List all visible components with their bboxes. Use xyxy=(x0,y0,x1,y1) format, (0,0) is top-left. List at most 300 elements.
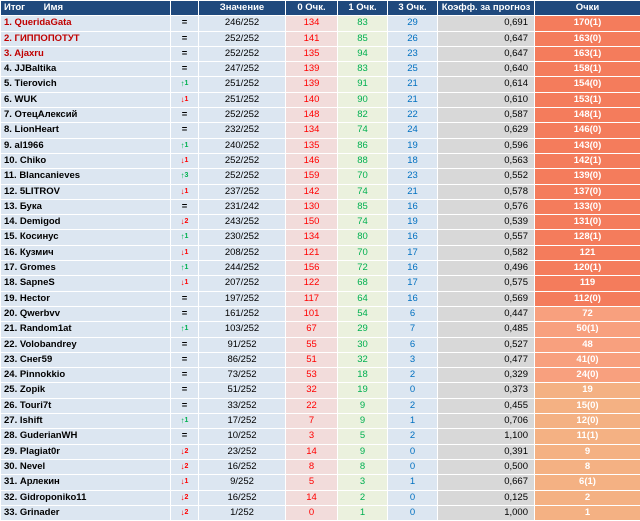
rank-change xyxy=(171,414,199,429)
forecast-coefficient: 0,569 xyxy=(438,291,535,306)
table-row xyxy=(1,337,640,352)
rank-change-amount: 1 xyxy=(184,248,189,256)
rank-change: = xyxy=(171,306,199,321)
forecast-coefficient: 0,455 xyxy=(438,398,535,413)
rank-change-amount: 1 xyxy=(184,141,189,149)
table-row xyxy=(1,398,640,413)
arrow-down-icon: ↓ xyxy=(180,461,185,471)
forecast-coefficient: 0,391 xyxy=(438,444,535,459)
zero-points-count: 55 xyxy=(286,337,338,352)
forecast-coefficient: 0,373 xyxy=(438,383,535,398)
one-point-count: 83 xyxy=(338,16,388,31)
forecast-coefficient: 0,667 xyxy=(438,475,535,490)
arrow-down-icon: ↓ xyxy=(180,217,185,227)
player-name: 14. Demigod xyxy=(1,215,171,230)
value: 17/252 xyxy=(199,414,286,429)
value: 237/252 xyxy=(199,184,286,199)
forecast-coefficient: 0,125 xyxy=(438,490,535,505)
three-points-count: 19 xyxy=(388,215,438,230)
table-row xyxy=(1,62,640,77)
player-name: 28. GuderianWH xyxy=(1,429,171,444)
value: 1/252 xyxy=(199,505,286,520)
value: 197/252 xyxy=(199,291,286,306)
value: 252/252 xyxy=(199,46,286,61)
rank-change-amount: 1 xyxy=(184,279,189,287)
zero-points-count: 140 xyxy=(286,92,338,107)
table-row xyxy=(1,77,640,92)
player-name: 29. Plagiat0r xyxy=(1,444,171,459)
forecast-coefficient: 0,706 xyxy=(438,414,535,429)
three-points-count: 3 xyxy=(388,352,438,367)
one-point-count: 70 xyxy=(338,245,388,260)
zero-points-count: 146 xyxy=(286,153,338,168)
rank-change: = xyxy=(171,123,199,138)
header-itog-name: Итог Имя xyxy=(1,1,171,16)
forecast-coefficient: 0,447 xyxy=(438,306,535,321)
rank-change-amount: 1 xyxy=(184,187,189,195)
one-point-count: 91 xyxy=(338,77,388,92)
rank-change-amount: 1 xyxy=(184,325,189,333)
one-point-count: 9 xyxy=(338,414,388,429)
rank-change xyxy=(171,230,199,245)
total-points: 153(1) xyxy=(535,92,640,107)
arrow-up-icon: ↑ xyxy=(180,324,185,334)
header-row xyxy=(1,1,640,16)
rank-change-amount: 2 xyxy=(184,447,189,455)
one-point-count: 74 xyxy=(338,215,388,230)
value: 161/252 xyxy=(199,306,286,321)
value: 240/252 xyxy=(199,138,286,153)
zero-points-count: 121 xyxy=(286,245,338,260)
rank-change xyxy=(171,444,199,459)
player-name: 10. Chiko xyxy=(1,153,171,168)
total-points: 120(1) xyxy=(535,261,640,276)
value: 252/252 xyxy=(199,108,286,123)
three-points-count: 16 xyxy=(388,261,438,276)
zero-points-count: 32 xyxy=(286,383,338,398)
rank-change: = xyxy=(171,108,199,123)
zero-points-count: 139 xyxy=(286,77,338,92)
three-points-count: 18 xyxy=(388,153,438,168)
player-name: 20. Qwerbvv xyxy=(1,306,171,321)
rank-change-amount: 1 xyxy=(184,233,189,241)
arrow-down-icon: ↓ xyxy=(180,507,185,517)
rank-change: = xyxy=(171,62,199,77)
player-name: 27. Ishift xyxy=(1,414,171,429)
one-point-count: 54 xyxy=(338,306,388,321)
table-row xyxy=(1,475,640,490)
forecast-coefficient: 0,629 xyxy=(438,123,535,138)
rank-change xyxy=(171,169,199,184)
zero-points-count: 51 xyxy=(286,352,338,367)
rank-change: = xyxy=(171,368,199,383)
three-points-count: 19 xyxy=(388,138,438,153)
rank-change: = xyxy=(171,383,199,398)
total-points: 112(0) xyxy=(535,291,640,306)
table-row xyxy=(1,169,640,184)
table-row xyxy=(1,215,640,230)
header-value: Значение xyxy=(199,1,286,16)
value: 247/252 xyxy=(199,62,286,77)
table-row xyxy=(1,414,640,429)
header-p0: 0 Очк. xyxy=(286,1,338,16)
arrow-up-icon: ↑ xyxy=(180,79,185,89)
zero-points-count: 5 xyxy=(286,475,338,490)
header-coef: Коэфф. за прогноз xyxy=(438,1,535,16)
total-points: 131(0) xyxy=(535,215,640,230)
player-name: 17. Gromes xyxy=(1,261,171,276)
one-point-count: 83 xyxy=(338,62,388,77)
forecast-coefficient: 0,527 xyxy=(438,337,535,352)
table-row xyxy=(1,31,640,46)
header-change xyxy=(171,1,199,16)
zero-points-count: 53 xyxy=(286,368,338,383)
forecast-coefficient: 0,500 xyxy=(438,459,535,474)
zero-points-count: 150 xyxy=(286,215,338,230)
rank-change xyxy=(171,245,199,260)
one-point-count: 90 xyxy=(338,92,388,107)
total-points: 143(0) xyxy=(535,138,640,153)
zero-points-count: 8 xyxy=(286,459,338,474)
rank-change-amount: 1 xyxy=(184,478,189,486)
one-point-count: 68 xyxy=(338,276,388,291)
zero-points-count: 142 xyxy=(286,184,338,199)
one-point-count: 64 xyxy=(338,291,388,306)
forecast-coefficient: 0,539 xyxy=(438,215,535,230)
total-points: 133(0) xyxy=(535,199,640,214)
one-point-count: 72 xyxy=(338,261,388,276)
one-point-count: 94 xyxy=(338,46,388,61)
arrow-down-icon: ↓ xyxy=(180,94,185,104)
forecast-coefficient: 0,563 xyxy=(438,153,535,168)
one-point-count: 19 xyxy=(338,383,388,398)
table-row xyxy=(1,230,640,245)
rank-change-amount: 2 xyxy=(184,462,189,470)
value: 231/242 xyxy=(199,199,286,214)
player-name: 26. Touri7t xyxy=(1,398,171,413)
value: 16/252 xyxy=(199,459,286,474)
arrow-down-icon: ↓ xyxy=(180,477,185,487)
table-row xyxy=(1,505,640,520)
arrow-up-icon: ↑ xyxy=(180,416,185,426)
zero-points-count: 130 xyxy=(286,199,338,214)
zero-points-count: 134 xyxy=(286,123,338,138)
three-points-count: 23 xyxy=(388,46,438,61)
zero-points-count: 22 xyxy=(286,398,338,413)
value: 103/252 xyxy=(199,322,286,337)
rank-change: = xyxy=(171,291,199,306)
one-point-count: 29 xyxy=(338,322,388,337)
value: 251/252 xyxy=(199,92,286,107)
table-row xyxy=(1,153,640,168)
player-name: 12. 5LITROV xyxy=(1,184,171,199)
forecast-coefficient: 0,596 xyxy=(438,138,535,153)
one-point-count: 82 xyxy=(338,108,388,123)
forecast-coefficient: 0,578 xyxy=(438,184,535,199)
total-points: 50(1) xyxy=(535,322,640,337)
zero-points-count: 101 xyxy=(286,306,338,321)
total-points: 148(1) xyxy=(535,108,640,123)
total-points: 72 xyxy=(535,306,640,321)
three-points-count: 0 xyxy=(388,383,438,398)
rank-change-amount: 1 xyxy=(184,417,189,425)
zero-points-count: 0 xyxy=(286,505,338,520)
one-point-count: 85 xyxy=(338,199,388,214)
rank-change xyxy=(171,92,199,107)
one-point-count: 9 xyxy=(338,444,388,459)
one-point-count: 74 xyxy=(338,184,388,199)
rank-change-amount: 2 xyxy=(184,218,189,226)
player-name: 19. Hector xyxy=(1,291,171,306)
arrow-down-icon: ↓ xyxy=(180,278,185,288)
total-points: 9 xyxy=(535,444,640,459)
zero-points-count: 156 xyxy=(286,261,338,276)
zero-points-count: 117 xyxy=(286,291,338,306)
value: 16/252 xyxy=(199,490,286,505)
one-point-count: 88 xyxy=(338,153,388,168)
value: 33/252 xyxy=(199,398,286,413)
three-points-count: 25 xyxy=(388,62,438,77)
arrow-down-icon: ↓ xyxy=(180,247,185,257)
total-points: 2 xyxy=(535,490,640,505)
player-name: 3. Ajaxru xyxy=(1,46,171,61)
player-name: 9. al1966 xyxy=(1,138,171,153)
total-points: 154(0) xyxy=(535,77,640,92)
forecast-coefficient: 0,575 xyxy=(438,276,535,291)
one-point-count: 74 xyxy=(338,123,388,138)
rank-change xyxy=(171,215,199,230)
player-name: 25. Zopik xyxy=(1,383,171,398)
zero-points-count: 159 xyxy=(286,169,338,184)
three-points-count: 2 xyxy=(388,429,438,444)
player-name: 33. Grinader xyxy=(1,505,171,520)
zero-points-count: 134 xyxy=(286,230,338,245)
rank-change xyxy=(171,77,199,92)
rank-change xyxy=(171,475,199,490)
three-points-count: 2 xyxy=(388,368,438,383)
table-row xyxy=(1,276,640,291)
forecast-coefficient: 1,100 xyxy=(438,429,535,444)
three-points-count: 17 xyxy=(388,245,438,260)
total-points: 24(0) xyxy=(535,368,640,383)
three-points-count: 7 xyxy=(388,322,438,337)
table-row xyxy=(1,261,640,276)
rank-change: = xyxy=(171,46,199,61)
three-points-count: 16 xyxy=(388,230,438,245)
header-p3: 3 Очк. xyxy=(388,1,438,16)
rank-change-amount: 2 xyxy=(184,493,189,501)
arrow-up-icon: ↑ xyxy=(180,171,185,181)
table-row xyxy=(1,352,640,367)
rank-change xyxy=(171,322,199,337)
rank-change: = xyxy=(171,199,199,214)
table-row xyxy=(1,245,640,260)
arrow-up-icon: ↑ xyxy=(180,263,185,273)
player-name: 31. Арлекин xyxy=(1,475,171,490)
value: 9/252 xyxy=(199,475,286,490)
player-name: 11. Blancanieves xyxy=(1,169,171,184)
rank-change: = xyxy=(171,398,199,413)
one-point-count: 70 xyxy=(338,169,388,184)
player-name: 23. Cнег59 xyxy=(1,352,171,367)
player-name: 5. Tierovich xyxy=(1,77,171,92)
table-row xyxy=(1,306,640,321)
zero-points-count: 135 xyxy=(286,46,338,61)
total-points: 170(1) xyxy=(535,16,640,31)
rank-change: = xyxy=(171,352,199,367)
three-points-count: 0 xyxy=(388,444,438,459)
table-row xyxy=(1,322,640,337)
table-row xyxy=(1,459,640,474)
zero-points-count: 14 xyxy=(286,444,338,459)
rank-change xyxy=(171,490,199,505)
player-name: 30. Nevel xyxy=(1,459,171,474)
forecast-coefficient: 0,485 xyxy=(438,322,535,337)
forecast-coefficient: 0,614 xyxy=(438,77,535,92)
total-points: 128(1) xyxy=(535,230,640,245)
value: 230/252 xyxy=(199,230,286,245)
table-row xyxy=(1,383,640,398)
player-name: 1. QueridaGata xyxy=(1,16,171,31)
player-name: 8. LionHeart xyxy=(1,123,171,138)
forecast-coefficient: 0,576 xyxy=(438,199,535,214)
player-name: 2. ГИППОПОТУТ xyxy=(1,31,171,46)
value: 232/252 xyxy=(199,123,286,138)
value: 207/252 xyxy=(199,276,286,291)
value: 23/252 xyxy=(199,444,286,459)
forecast-coefficient: 0,329 xyxy=(438,368,535,383)
total-points: 146(0) xyxy=(535,123,640,138)
total-points: 119 xyxy=(535,276,640,291)
one-point-count: 86 xyxy=(338,138,388,153)
zero-points-count: 141 xyxy=(286,31,338,46)
player-name: 15. Косинус xyxy=(1,230,171,245)
three-points-count: 21 xyxy=(388,77,438,92)
total-points: 19 xyxy=(535,383,640,398)
value: 246/252 xyxy=(199,16,286,31)
three-points-count: 21 xyxy=(388,184,438,199)
table-row xyxy=(1,291,640,306)
total-points: 121 xyxy=(535,245,640,260)
player-name: 22. Volobandrey xyxy=(1,337,171,352)
total-points: 163(1) xyxy=(535,46,640,61)
table-row xyxy=(1,490,640,505)
player-name: 32. Gidroponiko11 xyxy=(1,490,171,505)
three-points-count: 16 xyxy=(388,291,438,306)
one-point-count: 85 xyxy=(338,31,388,46)
value: 252/252 xyxy=(199,31,286,46)
zero-points-count: 122 xyxy=(286,276,338,291)
rank-change: = xyxy=(171,337,199,352)
total-points: 6(1) xyxy=(535,475,640,490)
arrow-down-icon: ↓ xyxy=(180,155,185,165)
player-name: 6. WUK xyxy=(1,92,171,107)
one-point-count: 2 xyxy=(338,490,388,505)
one-point-count: 32 xyxy=(338,352,388,367)
total-points: 8 xyxy=(535,459,640,474)
zero-points-count: 14 xyxy=(286,490,338,505)
forecast-coefficient: 0,582 xyxy=(438,245,535,260)
table-row xyxy=(1,429,640,444)
forecast-coefficient: 0,640 xyxy=(438,62,535,77)
header-p1: 1 Очк. xyxy=(338,1,388,16)
arrow-down-icon: ↓ xyxy=(180,186,185,196)
arrow-down-icon: ↓ xyxy=(180,492,185,502)
three-points-count: 6 xyxy=(388,306,438,321)
total-points: 12(0) xyxy=(535,414,640,429)
zero-points-count: 67 xyxy=(286,322,338,337)
three-points-count: 1 xyxy=(388,414,438,429)
value: 86/252 xyxy=(199,352,286,367)
total-points: 41(0) xyxy=(535,352,640,367)
value: 251/252 xyxy=(199,77,286,92)
total-points: 15(0) xyxy=(535,398,640,413)
forecast-coefficient: 0,552 xyxy=(438,169,535,184)
three-points-count: 23 xyxy=(388,169,438,184)
total-points: 48 xyxy=(535,337,640,352)
value: 10/252 xyxy=(199,429,286,444)
player-name: 16. Кузмич xyxy=(1,245,171,260)
three-points-count: 17 xyxy=(388,276,438,291)
one-point-count: 18 xyxy=(338,368,388,383)
total-points: 142(1) xyxy=(535,153,640,168)
arrow-down-icon: ↓ xyxy=(180,446,185,456)
table-row xyxy=(1,444,640,459)
rank-change-amount: 2 xyxy=(184,508,189,516)
rank-change xyxy=(171,138,199,153)
one-point-count: 80 xyxy=(338,230,388,245)
zero-points-count: 134 xyxy=(286,16,338,31)
rank-change: = xyxy=(171,31,199,46)
forecast-coefficient: 1,000 xyxy=(438,505,535,520)
value: 243/252 xyxy=(199,215,286,230)
arrow-up-icon: ↑ xyxy=(180,232,185,242)
value: 208/252 xyxy=(199,245,286,260)
total-points: 11(1) xyxy=(535,429,640,444)
three-points-count: 6 xyxy=(388,337,438,352)
rank-change-amount: 1 xyxy=(184,264,189,272)
rank-change: = xyxy=(171,429,199,444)
forecast-coefficient: 0,647 xyxy=(438,46,535,61)
player-name: 21. Random1at xyxy=(1,322,171,337)
value: 244/252 xyxy=(199,261,286,276)
one-point-count: 1 xyxy=(338,505,388,520)
rank-change-amount: 1 xyxy=(184,95,189,103)
forecast-coefficient: 0,691 xyxy=(438,16,535,31)
one-point-count: 9 xyxy=(338,398,388,413)
value: 73/252 xyxy=(199,368,286,383)
total-points: 1 xyxy=(535,505,640,520)
forecast-coefficient: 0,496 xyxy=(438,261,535,276)
forecast-coefficient: 0,587 xyxy=(438,108,535,123)
rank-change xyxy=(171,459,199,474)
three-points-count: 16 xyxy=(388,199,438,214)
zero-points-count: 3 xyxy=(286,429,338,444)
rank-change xyxy=(171,184,199,199)
rank-change xyxy=(171,505,199,520)
arrow-up-icon: ↑ xyxy=(180,140,185,150)
rank-change-amount: 1 xyxy=(184,156,189,164)
rank-change xyxy=(171,261,199,276)
table-row xyxy=(1,184,640,199)
table-row xyxy=(1,46,640,61)
rank-change xyxy=(171,276,199,291)
table-row xyxy=(1,138,640,153)
rank-change-amount: 1 xyxy=(184,80,189,88)
one-point-count: 5 xyxy=(338,429,388,444)
header-points: Очки xyxy=(535,1,640,16)
three-points-count: 0 xyxy=(388,459,438,474)
